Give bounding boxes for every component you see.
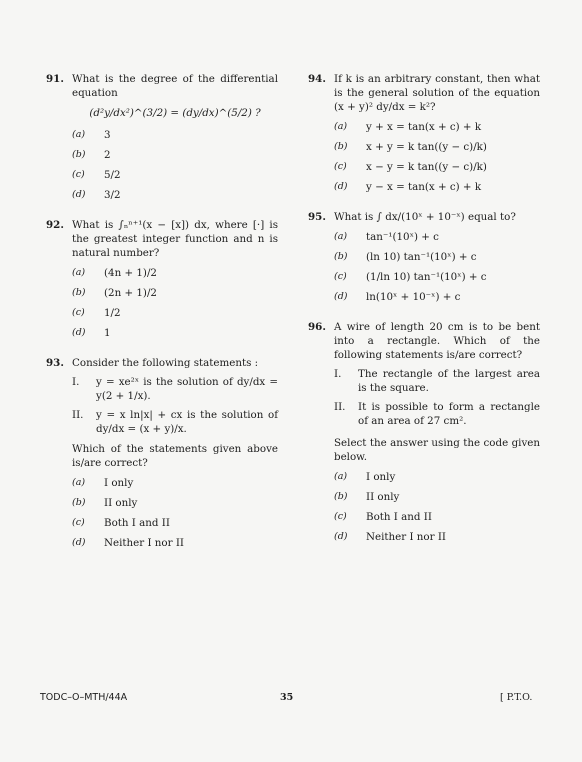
option-b[interactable]: (b) II only [72,497,138,509]
statement-2: II. It is possible to form a rectangle of an area of 27 cm². [334,401,540,427]
question-number: 93. [46,357,64,369]
option-b[interactable]: (b) 2 [72,149,111,161]
left-column [46,72,278,560]
question-text: What is ∫ dx/(10ˣ + 10⁻ˣ) equal to? [334,211,516,223]
question-number: 94. [308,73,326,85]
option-c[interactable]: (c) 5/2 [72,169,121,181]
question-text: What is the degree of the differential equation [72,73,278,99]
question-prompt: Which of the statements given above is/are correct? [72,443,278,469]
option-a[interactable]: (a) y + x = tan(x + c) + k [334,121,482,133]
option-b[interactable]: (b) x + y = k tan((y − c)/k) [334,141,487,153]
question-93 [46,356,278,550]
question-text: If k is an arbitrary constant, then what is the general solution of the equation (x + y)² dy/dx = k²? [334,73,540,113]
statement-2: II. y = x ln|x| + cx is the solution of dy/dx = (x + y)/x. [72,409,278,435]
option-a[interactable]: (a) 3 [72,129,111,141]
question-prompt: Select the answer using the code given below. [334,437,540,463]
question-text: A wire of length 20 cm is to be bent into a rectangle. Which of the following statements is/are correct? [334,321,540,361]
question-text: Consider the following statements : [72,357,259,369]
question-text: What is ∫ₙⁿ⁺¹(x − [x]) dx, where [·] is the greatest integer function and n is natural number? [72,219,278,259]
question-94 [308,72,540,194]
right-column [308,72,540,554]
option-d[interactable]: (d) 1 [72,327,111,339]
option-a[interactable]: (a) tan⁻¹(10ˣ) + c [334,231,439,243]
option-a[interactable]: (a) I only [334,471,396,483]
paper-code: TODC–O–MTH/44A [40,692,128,703]
question-equation: (d²y/dx²)^(3/2) = (dy/dx)^(5/2) ? [89,107,261,119]
question-number: 95. [308,211,326,223]
statement-1: I. The rectangle of the largest area is the square. [334,368,540,394]
question-91 [46,72,278,202]
option-a[interactable]: (a) I only [72,477,134,489]
option-d[interactable]: (d) y − x = tan(x + c) + k [334,181,482,193]
option-d[interactable]: (d) Neither I nor II [72,537,184,549]
option-d[interactable]: (d) ln(10ˣ + 10⁻ˣ) + c [334,291,461,303]
option-d[interactable]: (d) Neither I nor II [334,531,446,543]
option-c[interactable]: (c) Both I and II [334,511,432,523]
question-number: 92. [46,219,64,231]
option-d[interactable]: (d) 3/2 [72,189,121,201]
statement-1: I. y = xe²ˣ is the solution of dy/dx = y(2 + 1/x). [72,376,278,402]
option-b[interactable]: (b) (2n + 1)/2 [72,287,157,299]
question-number: 91. [46,73,64,85]
option-c[interactable]: (c) 1/2 [72,307,121,319]
option-a[interactable]: (a) (4n + 1)/2 [72,267,157,279]
question-96 [308,320,540,544]
option-b[interactable]: (b) II only [334,491,400,503]
option-c[interactable]: (c) (1/ln 10) tan⁻¹(10ˣ) + c [334,271,487,283]
option-c[interactable]: (c) Both I and II [72,517,170,529]
pto-label: [ P.T.O. [500,692,533,703]
option-b[interactable]: (b) (ln 10) tan⁻¹(10ˣ) + c [334,251,477,263]
question-92 [46,218,278,340]
option-c[interactable]: (c) x − y = k tan((y − c)/k) [334,161,487,173]
question-95 [308,210,540,304]
page-number: 35 [280,692,294,703]
question-number: 96. [308,321,326,333]
